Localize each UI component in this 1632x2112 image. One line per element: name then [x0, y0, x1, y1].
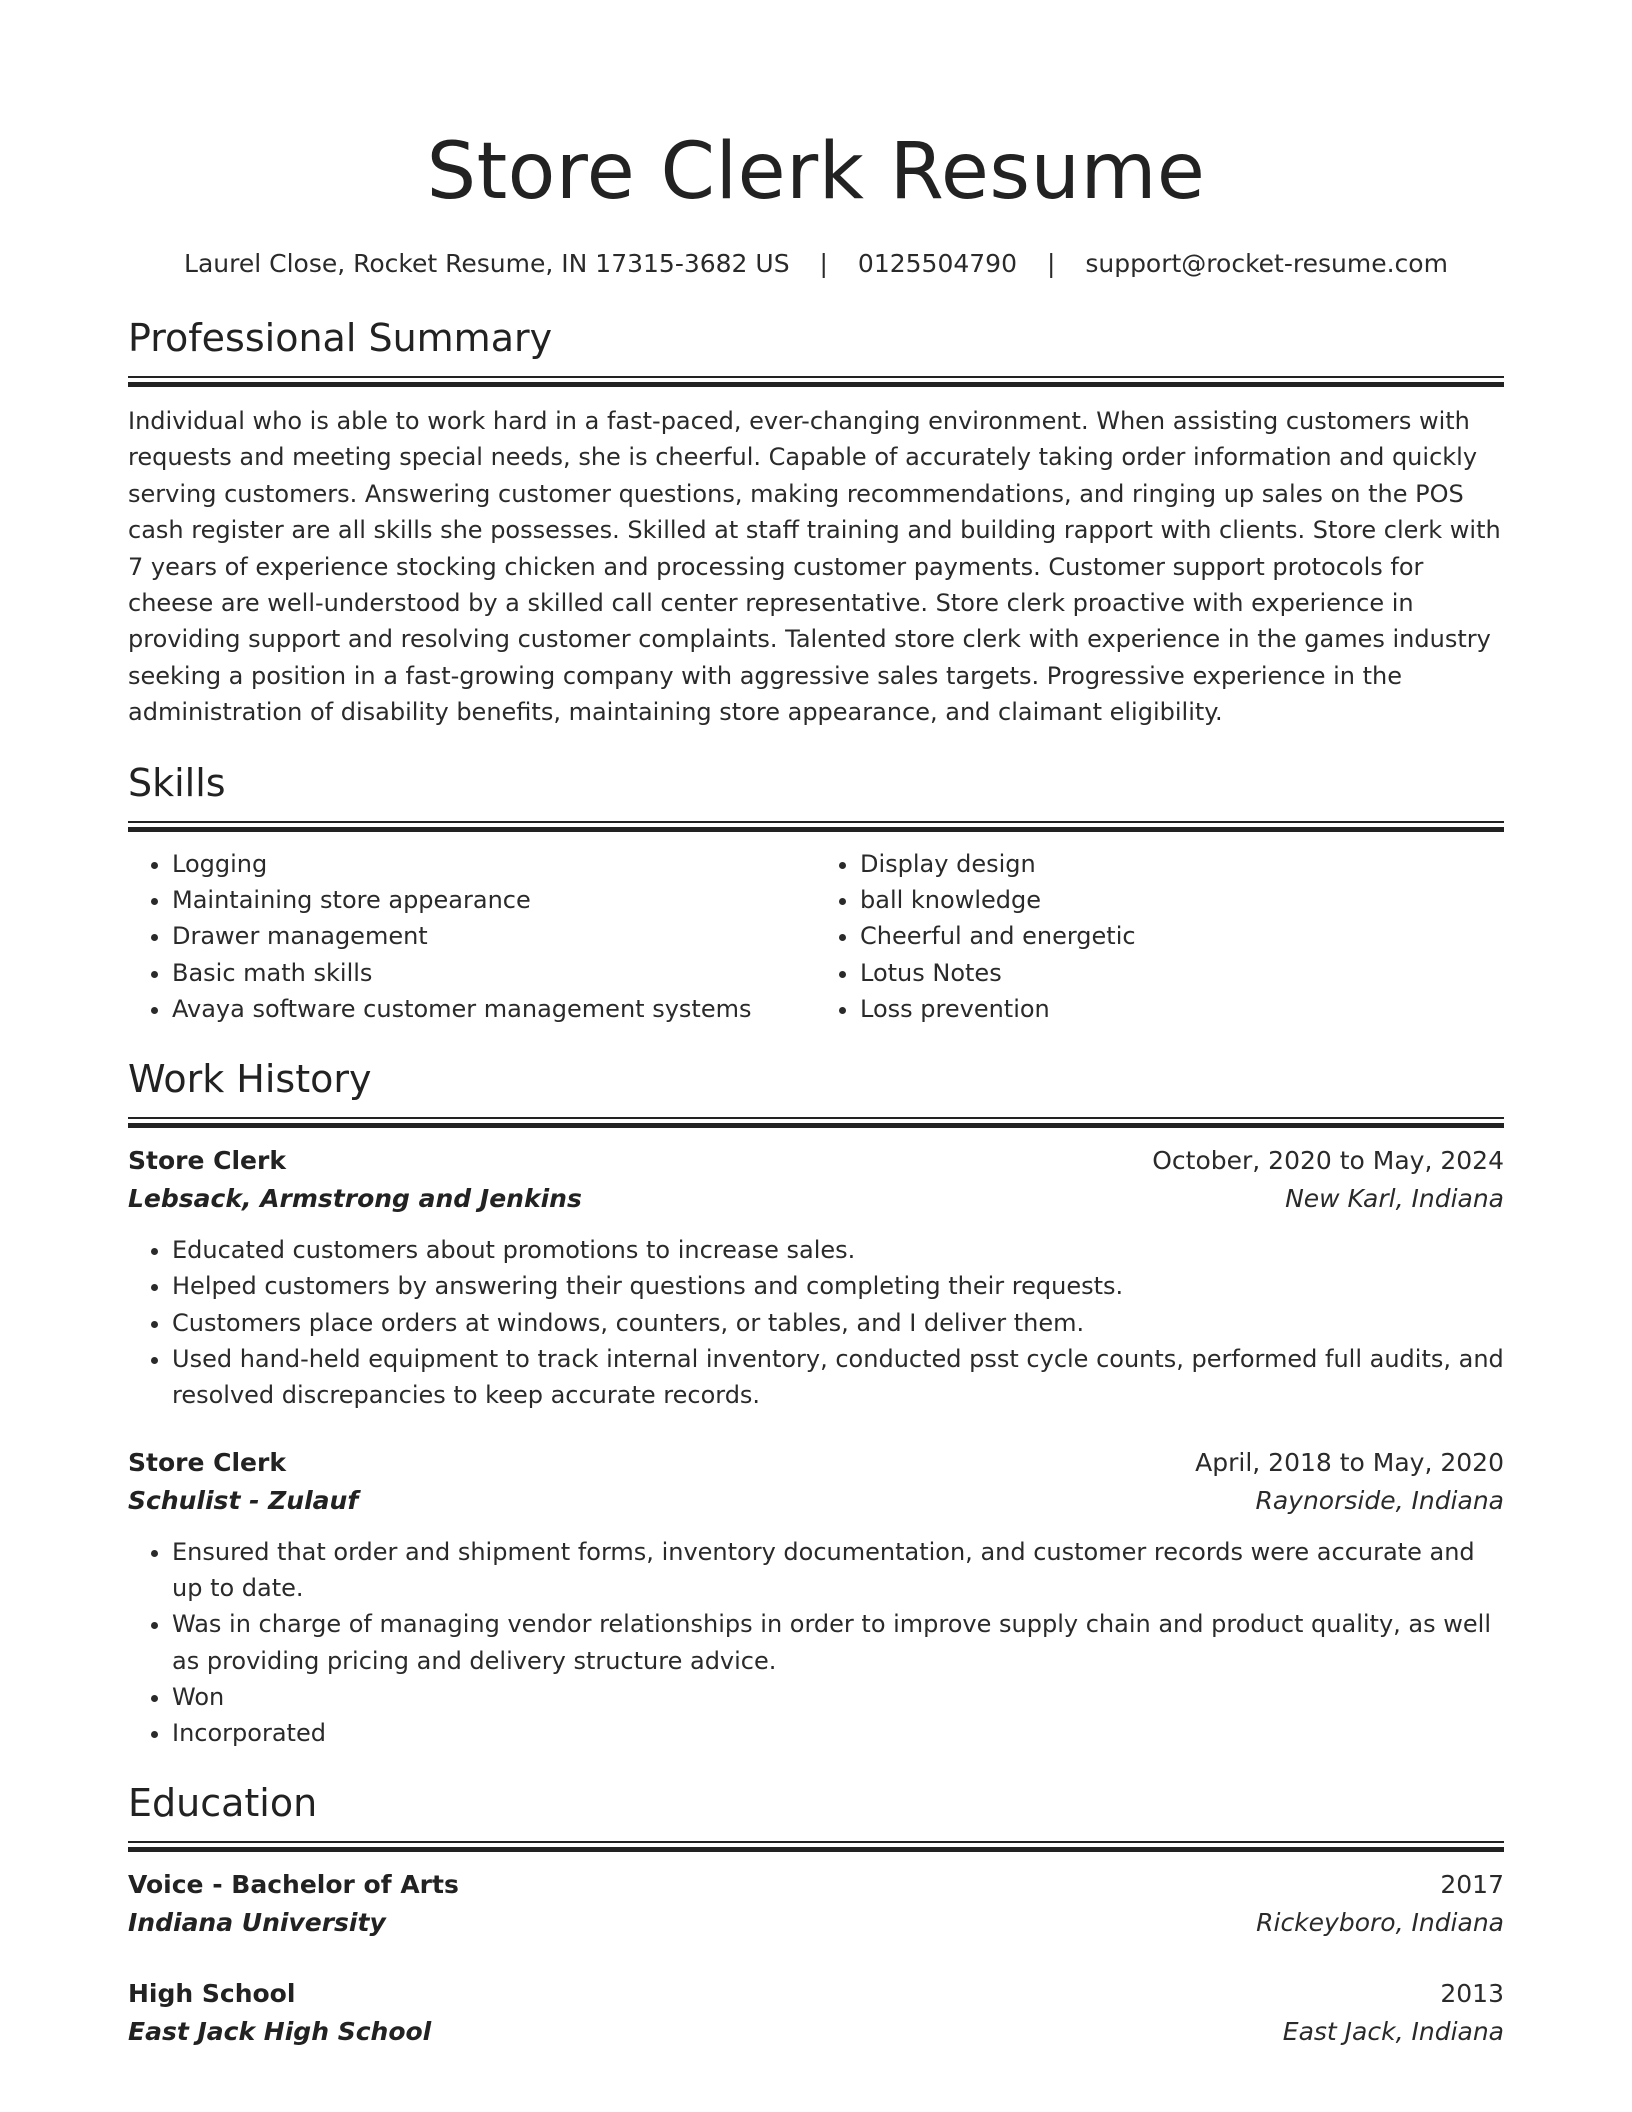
job-bullet: • Customers place orders at windows, counters, or tables, and I deliver them.	[172, 1305, 1504, 1341]
job-company-row	[128, 1180, 1504, 1218]
skills-columns	[128, 846, 1504, 1027]
education-degree: Voice - Bachelor of Arts	[128, 1870, 459, 1900]
job-title: Store Clerk	[128, 1146, 286, 1176]
education-degree: High School	[128, 1979, 296, 2009]
job-bullet: • Was in charge of managing vendor relationships in order to improve supply chain and product quality, as well as providing pricing and delivery structure advice.	[172, 1606, 1504, 1679]
job-bullet: • Helped customers by answering their questions and completing their requests.	[172, 1268, 1504, 1304]
skill-item: • Cheerful and energetic	[860, 918, 1504, 954]
job-bullet: • Won	[172, 1679, 1504, 1715]
skill-item: • Logging	[172, 846, 816, 882]
skills-section	[128, 759, 1504, 1027]
education-location: East Jack, Indiana	[1282, 2017, 1504, 2047]
job-title: Store Clerk	[128, 1447, 286, 1477]
education-school: East Jack High School	[128, 2017, 432, 2047]
education-header-row	[128, 1866, 1504, 1904]
skill-item: • ball knowledge	[860, 882, 1504, 918]
education-section	[128, 1779, 1504, 2051]
skill-item: • Loss prevention	[860, 991, 1504, 1027]
section-heading-work: Work History	[128, 1057, 372, 1102]
job-company: Lebsack, Armstrong and Jenkins	[128, 1184, 582, 1214]
education-school-row	[128, 1904, 1504, 1942]
summary-section	[128, 314, 1504, 731]
section-divider	[128, 376, 1504, 387]
job-bullet: • Educated customers about promotions to increase sales.	[172, 1232, 1504, 1268]
education-location: Rickeyboro, Indiana	[1256, 1908, 1504, 1938]
skill-item: • Drawer management	[172, 918, 816, 954]
section-heading-summary: Professional Summary	[128, 316, 553, 360]
education-entry	[128, 1975, 1504, 2051]
education-year: 2017	[1440, 1870, 1504, 1900]
job-header-row	[128, 1444, 1504, 1482]
job-dates: April, 2018 to May, 2020	[1195, 1447, 1504, 1477]
job-dates: October, 2020 to May, 2024	[1152, 1146, 1504, 1176]
job-bullet: • Used hand-held equipment to track internal inventory, conducted psst cycle counts, performed full audits, and resolved discrepancies to keep accurate records.	[172, 1341, 1504, 1414]
job-location: New Karl, Indiana	[1285, 1184, 1504, 1214]
education-school-row	[128, 2013, 1504, 2051]
skills-list-left	[128, 846, 816, 1027]
job-location: Raynorside, Indiana	[1255, 1485, 1504, 1515]
job-company: Schulist - Zulauf	[128, 1485, 359, 1515]
skill-item: • Avaya software customer management systems	[172, 991, 816, 1027]
education-header-row	[128, 1975, 1504, 2013]
contact-separator: |	[1046, 249, 1056, 278]
section-divider	[128, 1117, 1504, 1128]
job-company-row	[128, 1482, 1504, 1520]
education-school: Indiana University	[128, 1908, 386, 1938]
contact-line	[128, 248, 1504, 280]
education-entry	[128, 1866, 1504, 1942]
education-year: 2013	[1440, 1979, 1504, 2009]
job-header-row	[128, 1142, 1504, 1180]
job-entry	[128, 1444, 1504, 1752]
work-section	[128, 1055, 1504, 1751]
contact-phone: 0125504790	[857, 249, 1017, 278]
skills-list-right	[816, 846, 1504, 1027]
job-bullet: • Ensured that order and shipment forms, inventory documentation, and customer records were accurate and up to date.	[172, 1534, 1504, 1607]
skill-item: • Lotus Notes	[860, 955, 1504, 991]
job-bullets	[128, 1232, 1504, 1413]
resume-title: Store Clerk Resume	[426, 127, 1206, 217]
job-entry	[128, 1142, 1504, 1413]
section-divider	[128, 821, 1504, 832]
section-heading-skills: Skills	[128, 760, 226, 805]
skill-item: • Maintaining store appearance	[172, 882, 816, 918]
contact-separator: |	[819, 249, 828, 278]
job-bullets	[128, 1534, 1504, 1752]
contact-email: support@rocket-resume.com	[1085, 249, 1448, 278]
contact-address: Laurel Close, Rocket Resume, IN 17315-3682 US	[184, 249, 790, 278]
job-bullet: • Incorporated	[172, 1715, 1504, 1751]
section-heading-education: Education	[128, 1781, 318, 1826]
section-divider	[128, 1841, 1504, 1852]
skill-item: • Display design	[860, 846, 1504, 882]
skill-item: • Basic math skills	[172, 955, 816, 991]
summary-text: Individual who is able to work hard in a fast-paced, ever-changing environment. When assisting customers with requests and meeting special needs, she is cheerful. Capable of accurately taking order information and quickly serving customers. Answering customer questions, making recommendations, and ringing up sales on the POS cash register are all skills she possesses. Skilled at staff training and building rapport with clients. Store clerk with 7 years of experience stocking chicken and processing customer payments. Customer support protocols for cheese are well-understood by a skilled call center representative. Store clerk proactive with experience in providing support and resolving customer complaints. Talented store clerk with experience in the games industry seeking a position in a fast-growing company with aggressive sales targets. Progressive experience in the administration of disability benefits, maintaining store appearance, and claimant eligibility.	[128, 407, 1501, 727]
